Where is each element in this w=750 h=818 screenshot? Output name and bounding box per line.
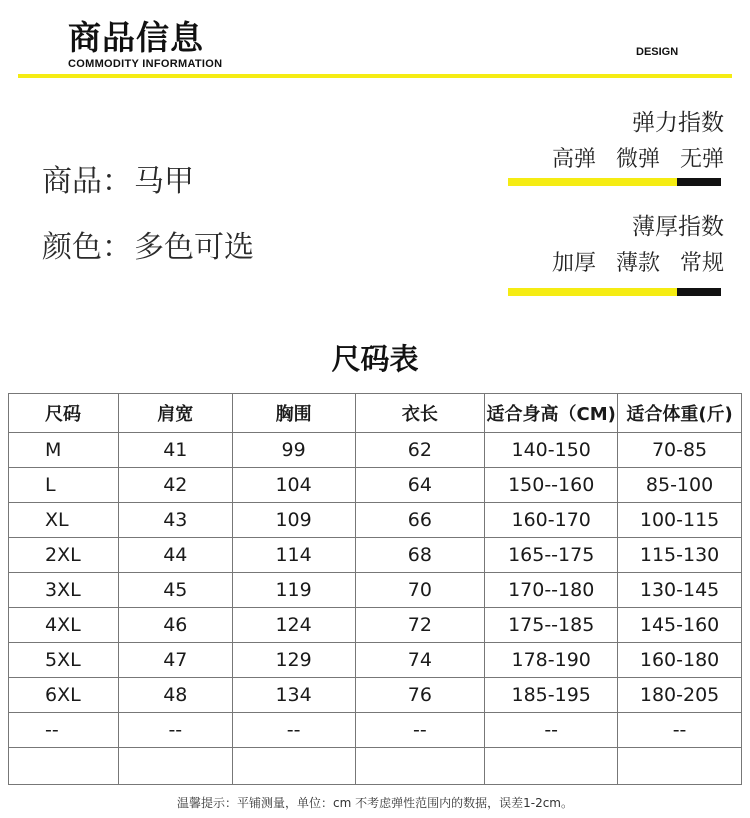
table-cell: 140-150 (485, 433, 618, 468)
table-cell: 109 (232, 503, 355, 538)
table-cell: -- (618, 713, 742, 748)
thickness-option-thick: 加厚 (551, 251, 596, 276)
table-row (9, 503, 742, 538)
table-cell (618, 748, 742, 785)
table-cell: 99 (232, 433, 355, 468)
table-cell: 64 (355, 468, 485, 503)
table-cell: 48 (118, 678, 232, 713)
table-cell: 3XL (9, 573, 119, 608)
table-cell: 42 (118, 468, 232, 503)
product-name-value: 马甲 (134, 164, 194, 199)
size-table (8, 393, 742, 785)
table-row (9, 468, 742, 503)
header-height: 适合身高（CM) (485, 394, 618, 433)
header-length: 衣长 (355, 394, 485, 433)
table-cell: 76 (355, 678, 485, 713)
product-color-value: 多色可选 (134, 230, 254, 265)
table-row (9, 433, 742, 468)
table-cell: 115-130 (618, 538, 742, 573)
table-cell: 68 (355, 538, 485, 573)
table-header-row (9, 394, 742, 433)
table-cell: -- (485, 713, 618, 748)
elasticity-bar (508, 178, 721, 186)
thickness-bar (508, 288, 721, 296)
table-cell: 62 (355, 433, 485, 468)
table-cell: -- (118, 713, 232, 748)
table-cell: 119 (232, 573, 355, 608)
size-table-title: 尺码表 (331, 342, 419, 376)
table-cell: 74 (355, 643, 485, 678)
table-row (9, 538, 742, 573)
table-cell: 180-205 (618, 678, 742, 713)
table-cell (232, 748, 355, 785)
product-color-label: 颜色： (42, 230, 132, 265)
thickness-title: 薄厚指数 (632, 214, 724, 240)
table-cell: 70 (355, 573, 485, 608)
elasticity-option-none: 无弹 (679, 147, 724, 172)
table-cell: 70-85 (618, 433, 742, 468)
table-row (9, 573, 742, 608)
table-row (9, 678, 742, 713)
table-cell: 44 (118, 538, 232, 573)
header-weight: 适合体重(斤) (618, 394, 742, 433)
table-cell: 185-195 (485, 678, 618, 713)
table-row (9, 643, 742, 678)
table-cell (9, 748, 119, 785)
elasticity-selected-marker (677, 178, 721, 186)
table-cell: 134 (232, 678, 355, 713)
header-chest: 胸围 (232, 394, 355, 433)
thickness-option-regular: 常规 (679, 251, 724, 276)
table-cell (485, 748, 618, 785)
table-row (9, 713, 742, 748)
elasticity-title: 弹力指数 (632, 110, 724, 136)
table-cell: -- (355, 713, 485, 748)
table-cell: 124 (232, 608, 355, 643)
table-cell (355, 748, 485, 785)
product-name-label: 商品： (42, 164, 132, 199)
table-cell: 85-100 (618, 468, 742, 503)
page-title: 商品信息 (68, 18, 204, 57)
header-size: 尺码 (9, 394, 119, 433)
table-cell: 6XL (9, 678, 119, 713)
header-shoulder: 肩宽 (118, 394, 232, 433)
elasticity-options (532, 142, 724, 173)
table-cell: 145-160 (618, 608, 742, 643)
table-cell: 178-190 (485, 643, 618, 678)
table-cell: 100-115 (618, 503, 742, 538)
table-cell (118, 748, 232, 785)
table-row (9, 608, 742, 643)
table-cell: L (9, 468, 119, 503)
product-name-line (42, 156, 194, 200)
elasticity-option-medium: 微弹 (615, 147, 660, 172)
page-subtitle: COMMODITY INFORMATION (68, 58, 223, 70)
table-row (9, 748, 742, 785)
table-cell: 2XL (9, 538, 119, 573)
table-cell: 160-180 (618, 643, 742, 678)
table-cell: 114 (232, 538, 355, 573)
table-cell: 104 (232, 468, 355, 503)
thickness-options (532, 246, 724, 277)
table-cell: 66 (355, 503, 485, 538)
product-color-line (42, 222, 254, 266)
design-label: DESIGN (636, 46, 679, 58)
table-cell: 165--175 (485, 538, 618, 573)
table-cell: 43 (118, 503, 232, 538)
table-cell: 41 (118, 433, 232, 468)
elasticity-option-high: 高弹 (551, 147, 596, 172)
measurement-note: 温馨提示：平铺测量，单位：cm 不考虑弹性范围内的数据，误差1-2cm。 (177, 796, 573, 810)
table-cell: -- (232, 713, 355, 748)
table-cell: 130-145 (618, 573, 742, 608)
thickness-selected-marker (677, 288, 721, 296)
table-cell: XL (9, 503, 119, 538)
table-cell: 175--185 (485, 608, 618, 643)
table-cell: 5XL (9, 643, 119, 678)
table-cell: 4XL (9, 608, 119, 643)
table-cell: 170--180 (485, 573, 618, 608)
table-cell: -- (9, 713, 119, 748)
table-cell: 46 (118, 608, 232, 643)
table-cell: 129 (232, 643, 355, 678)
table-cell: 150--160 (485, 468, 618, 503)
table-cell: 72 (355, 608, 485, 643)
table-cell: 45 (118, 573, 232, 608)
table-cell: 160-170 (485, 503, 618, 538)
header-divider (18, 74, 732, 78)
thickness-option-thin: 薄款 (615, 251, 660, 276)
table-cell: 47 (118, 643, 232, 678)
table-cell: M (9, 433, 119, 468)
